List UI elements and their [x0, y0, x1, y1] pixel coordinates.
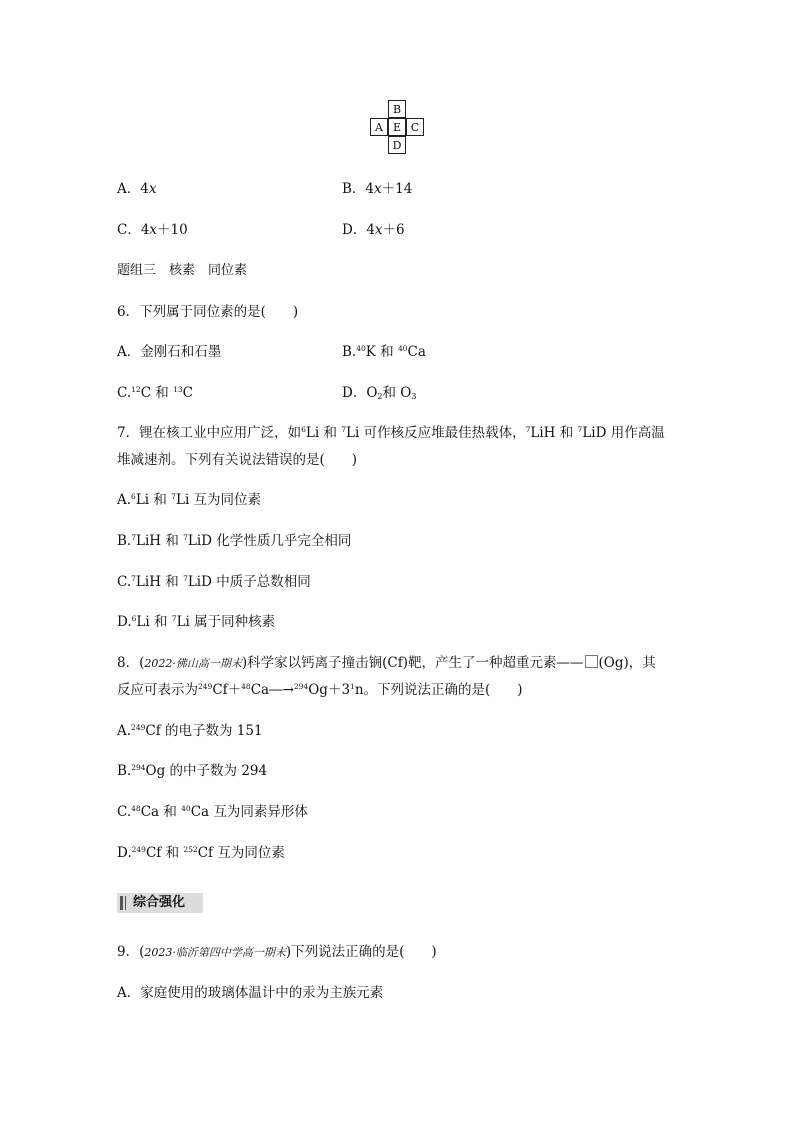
- grid-cell-right: C: [406, 118, 424, 136]
- grid-cell-left: A: [370, 118, 388, 136]
- q7-stem-line2: 堆减速剂。下列有关说法错误的是( ): [117, 452, 358, 468]
- q9-stem: 9．(2023·临沂第四中学高一期末)下列说法正确的是( ): [117, 944, 437, 960]
- banner-bar-thin-icon: [125, 896, 126, 910]
- q9-option-a: A．家庭使用的玻璃体温计中的汞为主族元素: [117, 985, 384, 1001]
- banner-title: 综合强化: [133, 895, 186, 910]
- q8-option-c: C.$^{48}$Ca 和 $^{40}$Ca 互为同素异形体: [117, 804, 308, 820]
- q7-stem-line1: 7．锂在核工业中应用广泛，如$^6$Li 和 $^7$Li 可作核反应堆最佳热载体，$^7$LiH 和 $^7$LiD 用作高温: [117, 425, 665, 441]
- q8-stem-line2: 反应可表示为$^{249}Cf+^{48}Ca―\to^{294}Og+3^1n$。下列说法正确的是( ): [117, 682, 523, 698]
- q8-option-b: B.$^{294}$Og 的中子数为 294: [117, 763, 268, 779]
- q6-option-d: D．$O_2$和 $O_3$: [342, 385, 417, 401]
- banner-bar-icon: [120, 896, 123, 910]
- q8-option-d: D.$^{249}$Cf 和 $^{252}$Cf 互为同位素: [117, 845, 285, 861]
- q5-option-b: B．4x＋14: [342, 181, 413, 197]
- q7-option-a: A.$^6$Li 和 $^7$Li 互为同位素: [117, 492, 262, 508]
- q8-stem-line1: 8．(2022·佛山高一期末)科学家以钙离子撞击锎(Cf)靶，产生了一种超重元素—— (Og)，其: [117, 655, 656, 671]
- q6-option-b: B.$^{40}$K 和 $^{40}$Ca: [342, 344, 426, 360]
- group3-heading: 题组三 核素 同位素: [117, 263, 248, 278]
- q6-stem: 6．下列属于同位素的是( ): [117, 304, 299, 320]
- q8-option-a: A.$^{249}$Cf 的电子数为 151: [117, 723, 263, 739]
- q7-option-c: C.$^7$LiH 和 $^7$LiD 中质子总数相同: [117, 574, 311, 590]
- grid-cell-center: E: [388, 118, 406, 136]
- grid-cell-bottom: D: [388, 136, 406, 154]
- oganesson-glyph-icon: [585, 655, 598, 668]
- q5-option-a: A．4x: [117, 181, 157, 197]
- grid-cell-top: B: [388, 100, 406, 118]
- q5-option-c: C．4x＋10: [117, 222, 188, 238]
- q5-option-d: D．4x＋6: [342, 222, 405, 238]
- q7-option-b: B.$^7$LiH 和 $^7$LiD 化学性质几乎完全相同: [117, 533, 352, 549]
- q7-option-d: D.$^6$Li 和 $^7$Li 属于同种核素: [117, 614, 276, 630]
- q6-option-c: C.$^{12}$C 和 $^{13}$C: [117, 385, 193, 401]
- q6-option-a: A．金刚石和石墨: [117, 344, 222, 360]
- section-banner: [117, 893, 203, 913]
